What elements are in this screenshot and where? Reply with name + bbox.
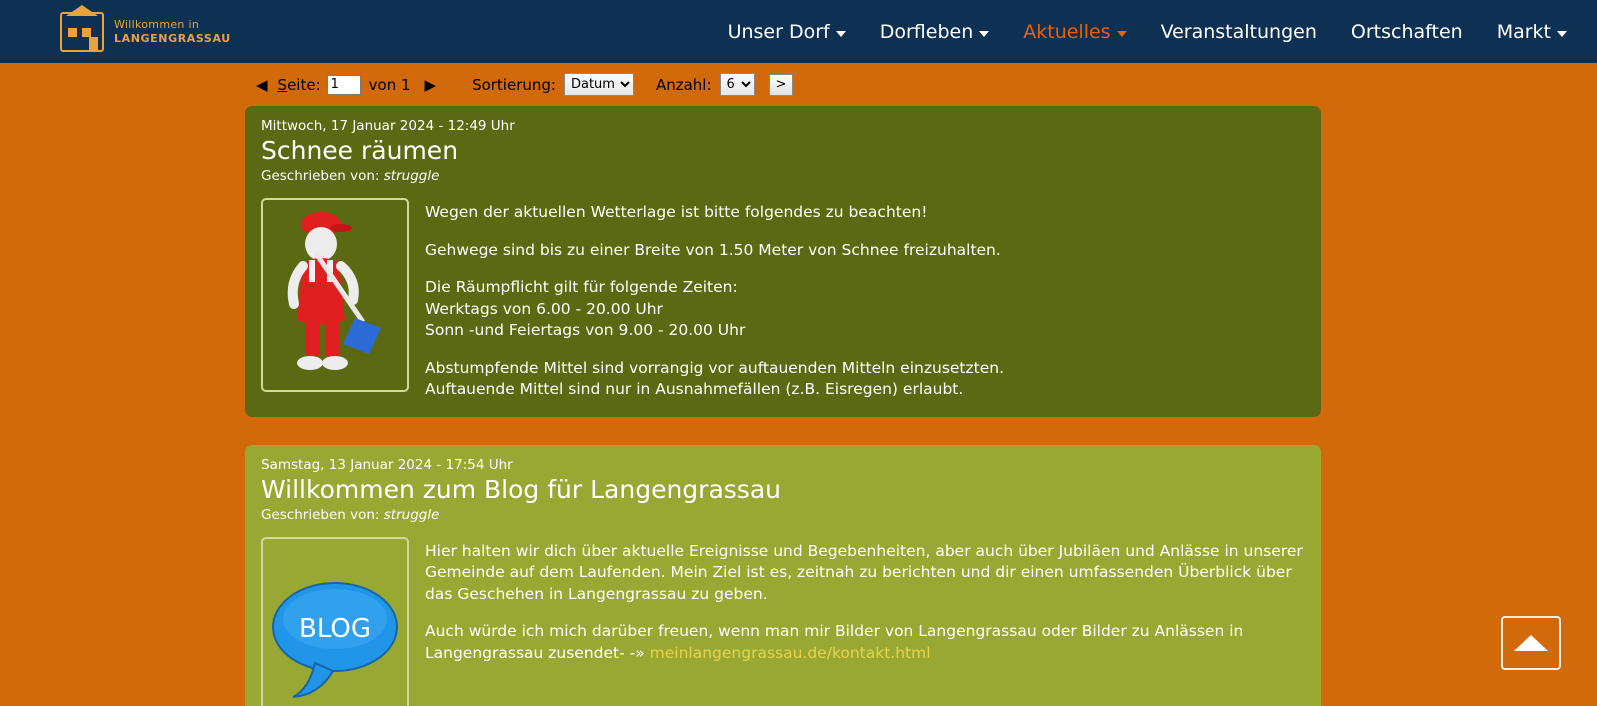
article-paragraph: Auftauende Mittel sind nur in Ausnahmefällen (z.B. Eisregen) erlaubt. bbox=[425, 380, 964, 398]
page-label: Seite: bbox=[277, 75, 321, 94]
speech-bubble-illustration bbox=[263, 539, 407, 706]
chevron-down-icon bbox=[1117, 31, 1127, 37]
article-author-name: struggle bbox=[383, 506, 440, 523]
article-author-prefix: Geschrieben von: bbox=[261, 168, 380, 184]
article-author-name: struggle bbox=[383, 168, 440, 184]
pagination-toolbar bbox=[0, 63, 1597, 106]
count-label: Anzahl: bbox=[655, 75, 712, 94]
brand-line-1: Willkommen in bbox=[114, 17, 200, 31]
article-item bbox=[245, 445, 1321, 706]
article-author-prefix: Geschrieben von: bbox=[261, 506, 380, 523]
brand-text bbox=[114, 18, 231, 46]
chevron-down-icon bbox=[836, 31, 846, 37]
article-paragraph bbox=[425, 621, 1305, 664]
article-paragraph: Werktags von 6.00 - 20.00 Uhr bbox=[425, 299, 663, 318]
nav-label-ortschaften: Ortschaften bbox=[1350, 20, 1463, 43]
back-to-top-button[interactable] bbox=[1501, 616, 1561, 670]
article-item bbox=[245, 106, 1321, 417]
article-title[interactable]: Willkommen zum Blog für Langengrassau bbox=[261, 474, 781, 504]
chevron-down-icon bbox=[979, 31, 989, 37]
article-title[interactable]: Schnee räumen bbox=[261, 136, 459, 165]
article-list bbox=[0, 106, 1597, 706]
article-text bbox=[425, 537, 1305, 665]
article-text bbox=[425, 198, 1004, 401]
chevron-up-icon bbox=[1514, 635, 1548, 651]
nav-label-unser-dorf: Unser Dorf bbox=[727, 20, 830, 43]
article-paragraph: Wegen der aktuellen Wetterlage ist bitte folgendes zu beachten! bbox=[425, 203, 928, 221]
snow-shoveler-illustration bbox=[263, 200, 407, 390]
go-button[interactable]: > bbox=[769, 74, 794, 96]
article-paragraph: Hier halten wir dich über aktuelle Ereignisse und Begebenheiten, aber auch über Jubiläen und Anlässe in unserer Gemeinde auf dem Laufenden. Mein Ziel ist es, zeitnah zu berichten und dir einen umfassenden Überblick über das Geschehen in Langengrassau zu geben. bbox=[425, 541, 1303, 603]
article-body bbox=[253, 198, 1305, 401]
article-paragraph: Gehwege sind bis zu einer Breite von 1.50 Meter von Schnee freizuhalten. bbox=[425, 240, 1001, 259]
count-select[interactable] bbox=[720, 73, 755, 96]
main-navigation bbox=[728, 21, 1567, 43]
nav-label-markt: Markt bbox=[1496, 20, 1551, 43]
snow-shoveler-image[interactable] bbox=[261, 198, 409, 392]
nav-label-aktuelles: Aktuelles bbox=[1023, 20, 1111, 43]
article-date: Samstag, 13 Januar 2024 - 17:54 Uhr bbox=[261, 456, 513, 473]
site-logo[interactable] bbox=[60, 12, 231, 52]
house-icon bbox=[60, 12, 104, 52]
page-number-input[interactable] bbox=[327, 75, 361, 95]
article-author bbox=[261, 168, 1305, 184]
article-paragraph: Sonn -und Feiertags von 9.00 - 20.00 Uhr bbox=[425, 321, 746, 339]
article-paragraph: Die Räumpflicht gilt für folgende Zeiten: bbox=[425, 278, 738, 296]
site-header bbox=[0, 0, 1597, 63]
previous-page-button[interactable]: ◀ bbox=[256, 75, 268, 94]
chevron-down-icon bbox=[1557, 31, 1567, 37]
next-page-button[interactable]: ▶ bbox=[424, 75, 437, 94]
nav-item-aktuelles[interactable] bbox=[1023, 21, 1126, 43]
sort-label: Sortierung: bbox=[472, 75, 556, 94]
article-body bbox=[253, 537, 1305, 706]
nav-label-dorfleben: Dorfleben bbox=[879, 20, 974, 43]
nav-item-markt[interactable] bbox=[1497, 21, 1567, 43]
nav-item-dorfleben[interactable] bbox=[880, 21, 990, 43]
article-author bbox=[261, 507, 1305, 523]
page-total-label: von 1 bbox=[368, 75, 411, 94]
brand-line-2: LANGENGRASSAU bbox=[114, 31, 231, 45]
nav-item-ortschaften[interactable] bbox=[1351, 21, 1463, 43]
blog-bubble-text: BLOG bbox=[298, 613, 372, 644]
contact-link[interactable]: meinlangengrassau.de/kontakt.html bbox=[649, 643, 931, 662]
article-paragraph-text: Auch würde ich mich darüber freuen, wenn man mir Bilder von Langengrassau oder Bilder zu Anlässen in Langengrassau zusendet- -» bbox=[425, 622, 1244, 662]
nav-item-veranstaltungen[interactable] bbox=[1161, 21, 1317, 43]
sort-select[interactable] bbox=[564, 73, 634, 96]
article-paragraph: Abstumpfende Mittel sind vorrangig vor auftauenden Mitteln einzusetzten. bbox=[425, 358, 1005, 377]
blog-speech-bubble-image[interactable] bbox=[261, 537, 409, 706]
nav-item-unser-dorf[interactable] bbox=[728, 21, 846, 43]
nav-label-veranstaltungen: Veranstaltungen bbox=[1160, 20, 1317, 43]
article-date: Mittwoch, 17 Januar 2024 - 12:49 Uhr bbox=[261, 118, 515, 134]
